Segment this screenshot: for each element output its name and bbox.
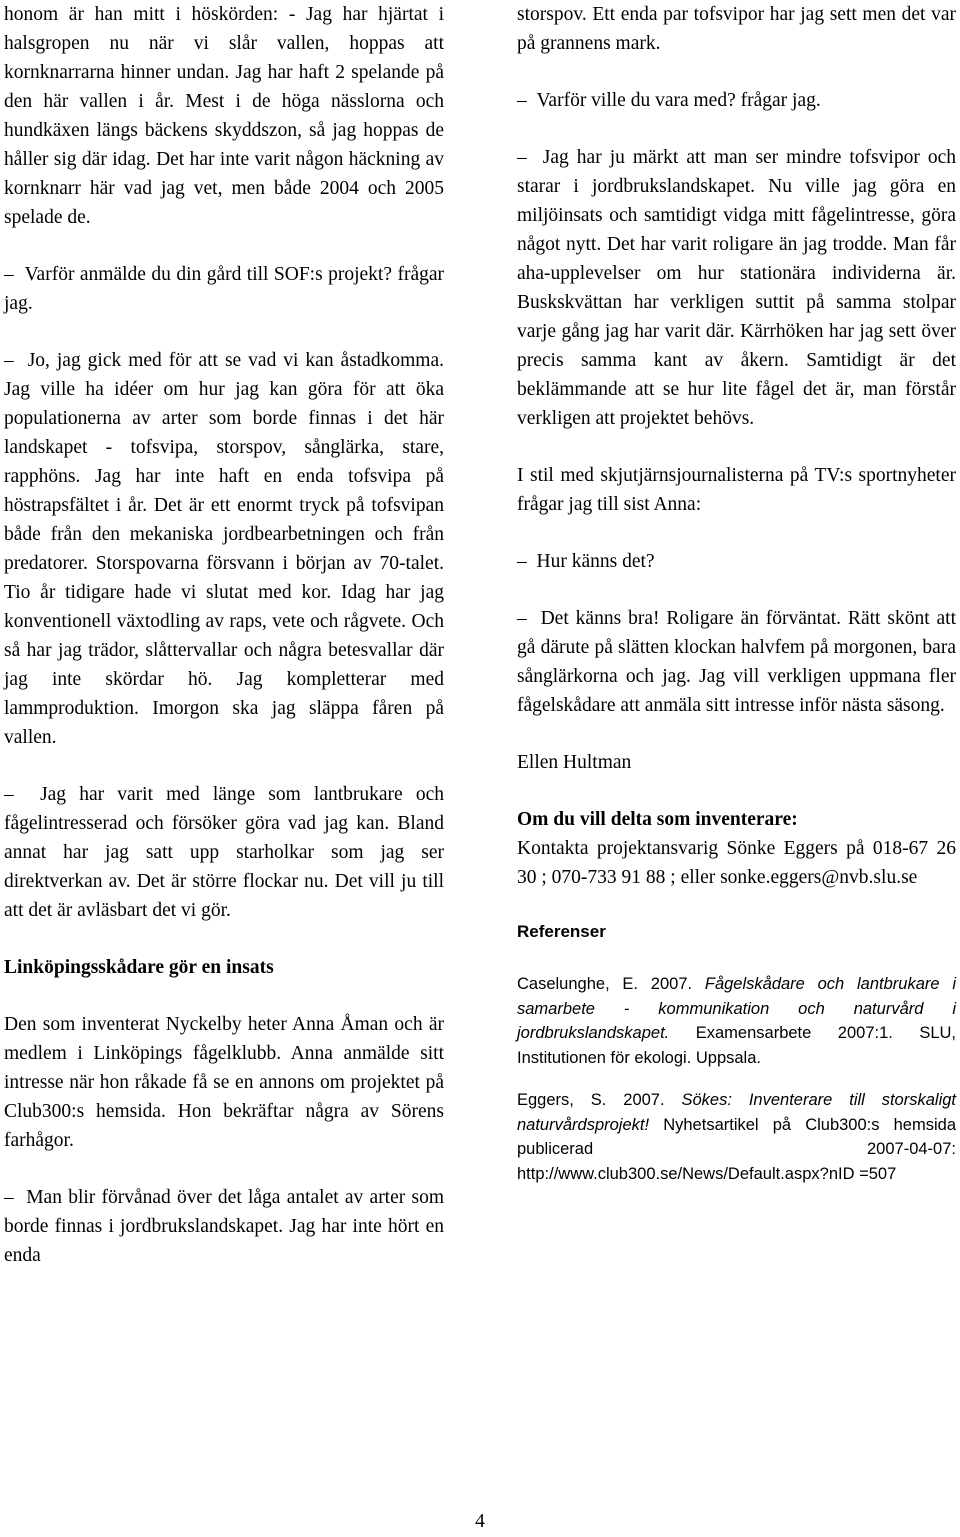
paragraph: storspov. Ett enda par tofsvipor har jag sett men det var på grannens mark. [517, 4, 956, 54]
reference-item [517, 972, 956, 1070]
section-heading: Linköpingsskådare gör en insats [4, 957, 274, 978]
interview-answer: – Jag har varit med länge som lantbrukare och fågelintresserad och försöker göra vad jag kan. Bland annat har jag satt upp starholkar som jag ser direktverkan av. Det är större flockar nu. Det vill ju till att det är avläsbart det vi gör. [4, 780, 444, 925]
reference-details: Examensarbete 2007:1. SLU, Institutionen för ekologi. Uppsala. [517, 1024, 956, 1067]
interview-answer: – Det känns bra! Roligare än förväntat. Rätt skönt att gå därute på slätten klockan halvfem på morgonen, bara sånglärkorna och jag. Jag vill verkligen uppmana fler fågelskådare att anmäla sitt intresse inför nästa säsong. [517, 604, 956, 720]
reference-title: Fågelskådare och lantbrukare i samarbete - kommunikation och naturvård i jordbrukslandskapet. [517, 975, 956, 1042]
interview-answer: – Jag har ju märkt att man ser mindre tofsvipor och starar i jordbrukslandskapet. Nu ville jag göra en miljöinsats och samtidigt vidga mitt fågelintresse, göra något nytt. Det har varit roligare än jag trodde. Man får aha-upplevelser om hur stationära individerna är. Buskskvättan har verkligen suttit på samma stolpar varje gång jag har varit där. Kärrhöken har jag sett över precis samma kant av åkern. Samtidigt är det beklämmande att se hur lite fågel det är, man förstår verkligen att projektet behövs. [517, 143, 956, 433]
paragraph: I stil med skjutjärnsjournalisterna på TV:s sportnyheter frågar jag till sist Anna: [517, 465, 956, 515]
reference-author: Eggers, S. 2007. [517, 1091, 665, 1109]
paragraph: Den som inventerat Nyckelby heter Anna Åman och är medlem i Linköpings fågelklubb. Anna anmälde sitt intresse när hon råkade få se en annons om projektet på Club300:s hemsida. Hon bekräftar några av Sörens farhågor. [4, 1014, 444, 1151]
right-column [517, 0, 956, 1186]
references-heading: Referenser [517, 922, 606, 941]
page-number: 4 [475, 1511, 485, 1532]
interview-answer: – Man blir förvånad över det låga antalet av arter som borde finnas i jordbrukslandskapet. Jag har inte hört en enda [4, 1183, 444, 1270]
reference-item [517, 1088, 956, 1186]
left-column [4, 0, 444, 1270]
contact-heading: Om du vill delta som inventerare: [517, 809, 798, 830]
author-name: Ellen Hultman [517, 752, 632, 773]
contact-text: Kontakta projektansvarig Sönke Eggers på 018-67 26 30 ; 070-733 91 88 ; eller sonke.eggers@nvb.slu.se [517, 838, 956, 888]
reference-title: Sökes: Inventerare till storskaligt naturvårdsprojekt! [517, 1091, 956, 1134]
reference-author: Caselunghe, E. 2007. [517, 975, 693, 993]
interview-question: – Varför ville du vara med? frågar jag. [517, 86, 956, 115]
interview-question: – Varför anmälde du din gård till SOF:s projekt? frågar jag. [4, 260, 444, 318]
interview-answer: – Jo, jag gick med för att se vad vi kan åstadkomma. Jag ville ha idéer om hur jag kan göra för att öka populationerna av arter som borde finnas i det här landskapet - tofsvipa, storspov, sånglärka, stare, rapphöns. Jag har inte haft en enda tofsvipa på höstrapsfältet i år. Det är ett enormt tryck på tofsvipan både från den mekaniska jordbearbetningen och från predatorer. Storspovarna försvann i början av 70-talet. Tio år tidigare hade vi slutat med kor. Idag har jag konventionell växtodling av raps, vete och rågvete. Och så har jag trädor, slåttervallar och några betesvallar där jag inte skördar hö. Jag kompletterar med lammproduktion. Imorgon ska jag släppa fåren på vallen. [4, 346, 444, 752]
paragraph: honom är han mitt i höskörden: - Jag har hjärtat i halsgropen nu när vi slår vallen, hoppas att kornknarrarna hinner undan. Jag har haft 2 spelande på den här vallen i år. Mest i de höga nässlorna och hundkäxen längs bäckens skyddszon, så jag hoppas de håller sig där idag. Det har inte varit någon häckning av kornknarr här vad jag vet, men både 2004 och 2005 spelade de. [4, 4, 444, 228]
interview-question: – Hur känns det? [517, 547, 956, 576]
reference-details: Nyhetsartikel på Club300:s hemsida publicerad 2007-04-07: http://www.club300.se/News/Default.aspx?nID =507 [517, 1115, 956, 1183]
